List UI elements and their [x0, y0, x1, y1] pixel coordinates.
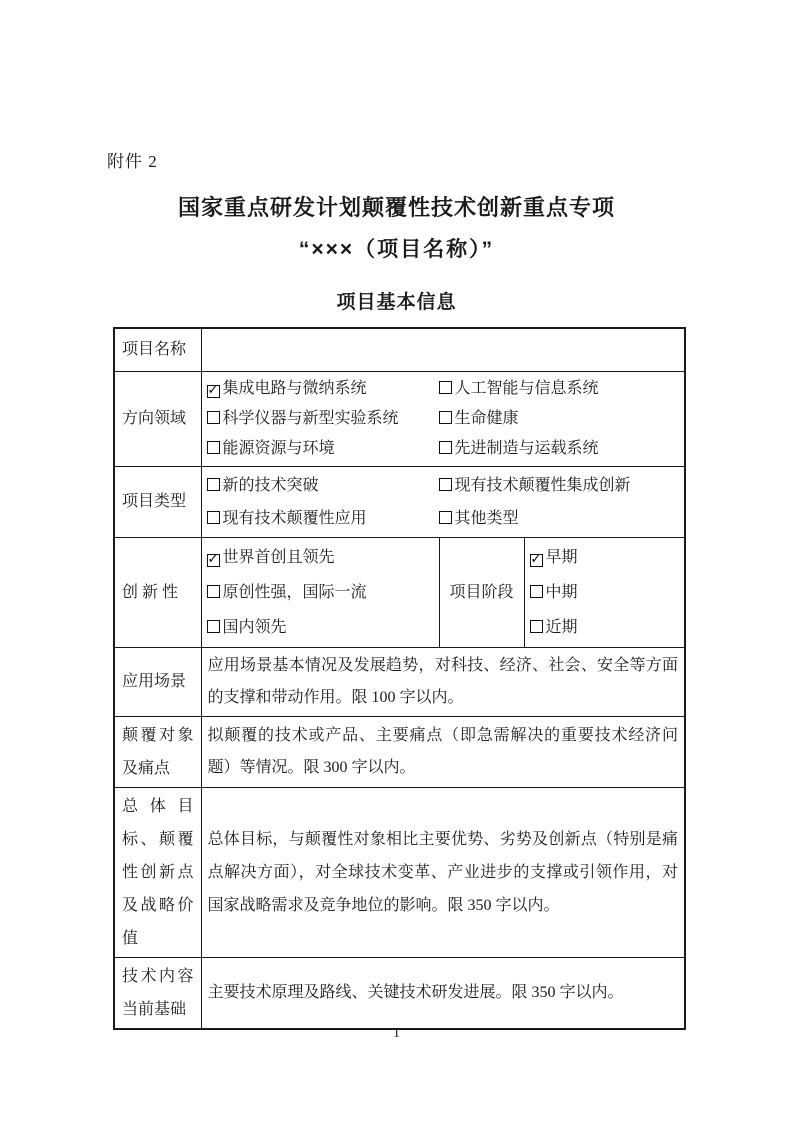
checkbox-option[interactable]: [530, 610, 685, 645]
checkbox-option[interactable]: [439, 469, 685, 502]
checkbox-option-label: 早期: [545, 548, 578, 566]
checkbox-option-label: 现有技术颠覆性集成创新: [454, 476, 631, 494]
checkbox-option-label: 近期: [545, 618, 578, 636]
checkbox-unchecked-icon[interactable]: [207, 441, 220, 454]
application-scene-description-cell: [201, 647, 685, 716]
overall-goal-description: 总体目标，与颠覆性对象相比主要优势、劣势及创新点（特别是痛点解决方面），对全球技术变革、产业进步的支撑或引领作用，对国家战略需求及竞争地位的影响。限 350 字以内。: [207, 830, 678, 914]
stage-options-cell: [524, 537, 685, 647]
checkbox-option-label: 现有技术颠覆性应用: [222, 509, 367, 527]
innovation-checkbox-group: [202, 538, 439, 647]
checkbox-checked-icon[interactable]: ✓: [207, 382, 219, 398]
checkbox-option[interactable]: [207, 575, 439, 610]
project-type-options-cell: [201, 466, 685, 537]
row-application-scene: [114, 647, 685, 716]
project-info-table: [113, 327, 686, 1030]
row-project-type: [114, 466, 685, 537]
row-overall-goal: [114, 787, 685, 957]
checkbox-unchecked-icon[interactable]: [530, 620, 543, 633]
page-number: 1: [393, 1026, 400, 1041]
document-title-line1: 国家重点研发计划颠覆性技术创新重点专项: [177, 195, 615, 220]
checkbox-option[interactable]: [207, 404, 439, 434]
checkbox-checked-icon[interactable]: ✓: [530, 551, 542, 567]
checkbox-option[interactable]: [207, 502, 439, 535]
checkbox-unchecked-icon[interactable]: [207, 620, 220, 633]
checkbox-option[interactable]: [439, 374, 685, 404]
row-label-direction-field: 方向领域: [114, 371, 201, 466]
overall-goal-description-cell: [201, 787, 685, 957]
checkbox-option-checked[interactable]: [530, 540, 685, 575]
disruption-target-description: 拟颠覆的技术或产品、主要痛点（即急需解决的重要技术经济问题）等情况。限 300 字以内。: [207, 726, 678, 776]
checkbox-option[interactable]: [207, 434, 439, 464]
direction-field-options-cell: [201, 371, 685, 466]
row-label-overall-goal: 总体目标、颠覆性创新点及战略价值: [114, 787, 201, 957]
row-innovation: [114, 537, 685, 647]
checkbox-option-label: 生命健康: [454, 409, 519, 427]
innovation-options-cell: [201, 537, 439, 647]
checkbox-unchecked-icon[interactable]: [530, 585, 543, 598]
row-label-application-scene: 应用场景: [114, 647, 201, 716]
checkbox-option-label: 国内领先: [222, 618, 287, 636]
attachment-label: 附件 2: [107, 152, 158, 171]
checkbox-option-label: 其他类型: [454, 509, 519, 527]
document-title-line2: “×××（项目名称）”: [298, 238, 495, 261]
checkbox-unchecked-icon[interactable]: [207, 411, 220, 424]
row-tech-content: [114, 957, 685, 1029]
row-direction-field: [114, 371, 685, 466]
checkbox-unchecked-icon[interactable]: [439, 381, 452, 394]
row-disruption-target: [114, 716, 685, 787]
checkbox-option[interactable]: [207, 610, 439, 645]
project-name-input-cell[interactable]: [201, 328, 685, 371]
checkbox-option-label: 集成电路与微纳系统: [222, 379, 367, 397]
checkbox-option-label: 世界首创且领先: [222, 548, 335, 566]
checkbox-option-label: 原创性强，国际一流: [222, 583, 367, 601]
checkbox-option[interactable]: [439, 434, 685, 464]
row-label-disruption-target: 颠覆对象及痛点: [114, 716, 201, 787]
checkbox-unchecked-icon[interactable]: [439, 441, 452, 454]
checkbox-option-label: 先进制造与运载系统: [454, 439, 599, 457]
checkbox-checked-icon[interactable]: ✓: [207, 551, 219, 567]
checkbox-option-label: 能源资源与环境: [222, 439, 335, 457]
checkbox-option-label: 科学仪器与新型实验系统: [222, 409, 399, 427]
checkbox-unchecked-icon[interactable]: [207, 585, 220, 598]
checkbox-option-label: 新的技术突破: [222, 476, 319, 494]
tech-content-description: 主要技术原理及路线、关键技术研发进展。限 350 字以内。: [207, 983, 624, 1001]
checkbox-option-checked[interactable]: [207, 540, 439, 575]
checkbox-option-checked[interactable]: [207, 374, 439, 404]
stage-label: 项目阶段: [439, 537, 524, 647]
stage-checkbox-group: [525, 538, 685, 647]
checkbox-option[interactable]: [207, 469, 439, 502]
row-label-innovation: 创 新 性: [114, 537, 201, 647]
project-type-checkbox-group: [202, 467, 685, 537]
checkbox-unchecked-icon[interactable]: [439, 478, 452, 491]
checkbox-option[interactable]: [439, 502, 685, 535]
row-label-project-name: 项目名称: [114, 328, 201, 371]
checkbox-unchecked-icon[interactable]: [439, 411, 452, 424]
tech-content-description-cell: [201, 957, 685, 1029]
row-label-project-type: 项目类型: [114, 466, 201, 537]
checkbox-unchecked-icon[interactable]: [439, 511, 452, 524]
checkbox-option-label: 中期: [545, 583, 578, 601]
checkbox-option-label: 人工智能与信息系统: [454, 379, 599, 397]
checkbox-option[interactable]: [439, 404, 685, 434]
row-label-tech-content: 技术内容当前基础: [114, 957, 201, 1029]
section-title: 项目基本信息: [336, 292, 457, 313]
application-scene-description: 应用场景基本情况及发展趋势，对科技、经济、社会、安全等方面的支撑和带动作用。限 100 字以内。: [207, 656, 678, 706]
checkbox-unchecked-icon[interactable]: [207, 511, 220, 524]
direction-field-checkbox-group: [202, 372, 685, 466]
checkbox-unchecked-icon[interactable]: [207, 478, 220, 491]
row-project-name: [114, 328, 685, 371]
disruption-target-description-cell: [201, 716, 685, 787]
checkbox-option[interactable]: [530, 575, 685, 610]
